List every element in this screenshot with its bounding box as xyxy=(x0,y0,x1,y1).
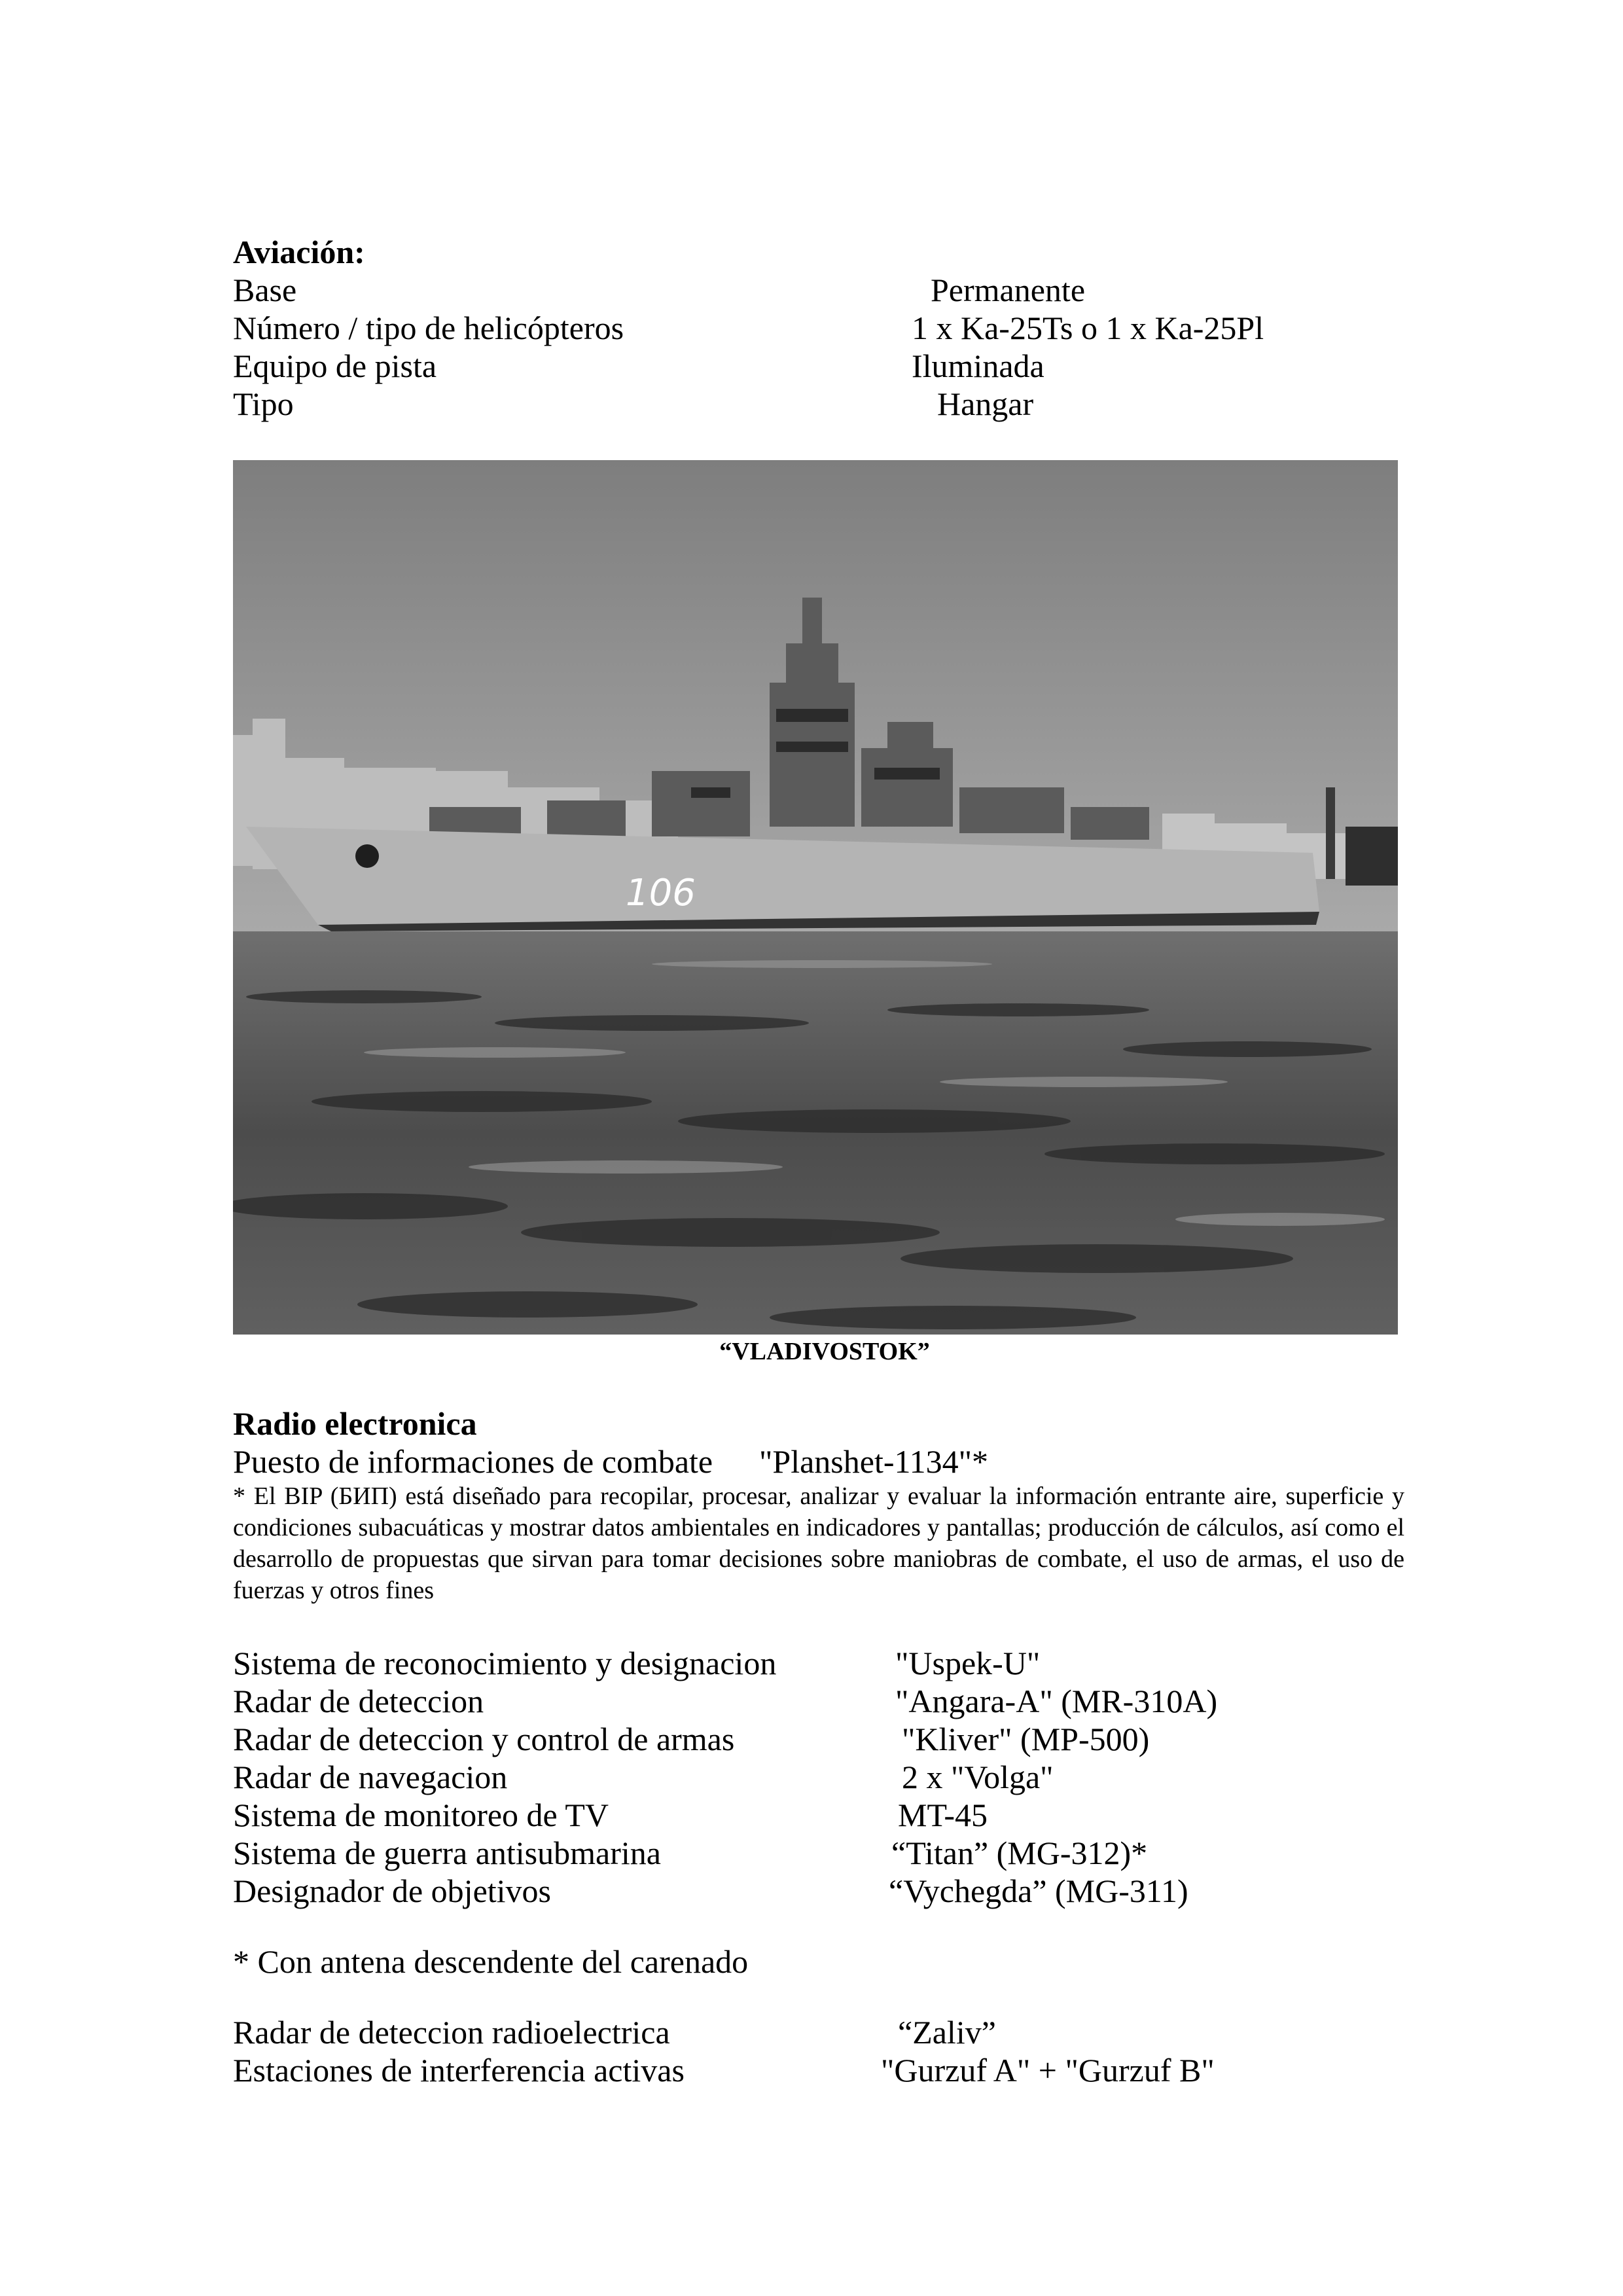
antenna-note: * Con antena descendente del carenado xyxy=(233,1943,749,1980)
radio-heading: Radio electronica xyxy=(233,1405,477,1442)
ship-photo xyxy=(233,460,1398,1335)
hull-number: 106 xyxy=(626,872,696,914)
system-label: Radar de deteccion xyxy=(233,1683,484,1719)
photo-caption: “VLADIVOSTOK” xyxy=(719,1338,930,1365)
system-label: Sistema de guerra antisubmarina xyxy=(233,1835,661,1871)
system-label: Sistema de monitoreo de TV xyxy=(233,1797,609,1833)
aviation-track-equipment-value: Iluminada xyxy=(912,348,1044,384)
aviation-type-value: Hangar xyxy=(937,386,1034,422)
system-value: "Uspek-U" xyxy=(895,1645,1041,1681)
system-value: “Titan” (MG-312)* xyxy=(891,1835,1148,1871)
system-label: Sistema de reconocimiento y designacion xyxy=(233,1645,777,1681)
ew-value: “Zaliv” xyxy=(898,2014,996,2051)
system-value: "Kliver" (MP-500) xyxy=(902,1721,1150,1757)
system-value: MT-45 xyxy=(898,1797,988,1833)
aviation-helicopters-label: Número / tipo de helicópteros xyxy=(233,310,624,346)
system-value: 2 x "Volga" xyxy=(902,1759,1054,1795)
system-value: "Angara-A" (MR-310A) xyxy=(895,1683,1218,1719)
ew-label: Radar de deteccion radioelectrica xyxy=(233,2014,670,2051)
aviation-heading: Aviación: xyxy=(233,234,365,270)
combat-post-label: Puesto de informaciones de combate xyxy=(233,1443,713,1480)
system-label: Radar de deteccion y control de armas xyxy=(233,1721,735,1757)
aviation-base-label: Base xyxy=(233,272,297,308)
combat-post-value: "Planshet-1134"* xyxy=(759,1443,989,1480)
aviation-helicopters-value: 1 x Ka-25Ts o 1 x Ka-25Pl xyxy=(912,310,1264,346)
bip-footnote: * El BIP (БИП) está diseñado para recopilar, procesar, analizar y evaluar la información entrante aire, superficie y condiciones subacuáticas y mostrar datos ambientales en indicadores y pantallas; producción de cálculos, así como el desarrollo de propuestas que sirvan para tomar decisiones sobre maniobras de combate, el uso de armas, el uso de fuerzas y otros fines xyxy=(233,1482,1404,1604)
system-value: “Vychegda” (MG-311) xyxy=(889,1873,1188,1909)
system-label: Radar de navegacion xyxy=(233,1759,508,1795)
ew-value: "Gurzuf A" + "Gurzuf B" xyxy=(881,2052,1215,2089)
aviation-base-value: Permanente xyxy=(931,272,1086,308)
ew-label: Estaciones de interferencia activas xyxy=(233,2052,685,2089)
aviation-track-equipment-label: Equipo de pista xyxy=(233,348,437,384)
system-label: Designador de objetivos xyxy=(233,1873,552,1909)
aviation-type-label: Tipo xyxy=(233,386,294,422)
